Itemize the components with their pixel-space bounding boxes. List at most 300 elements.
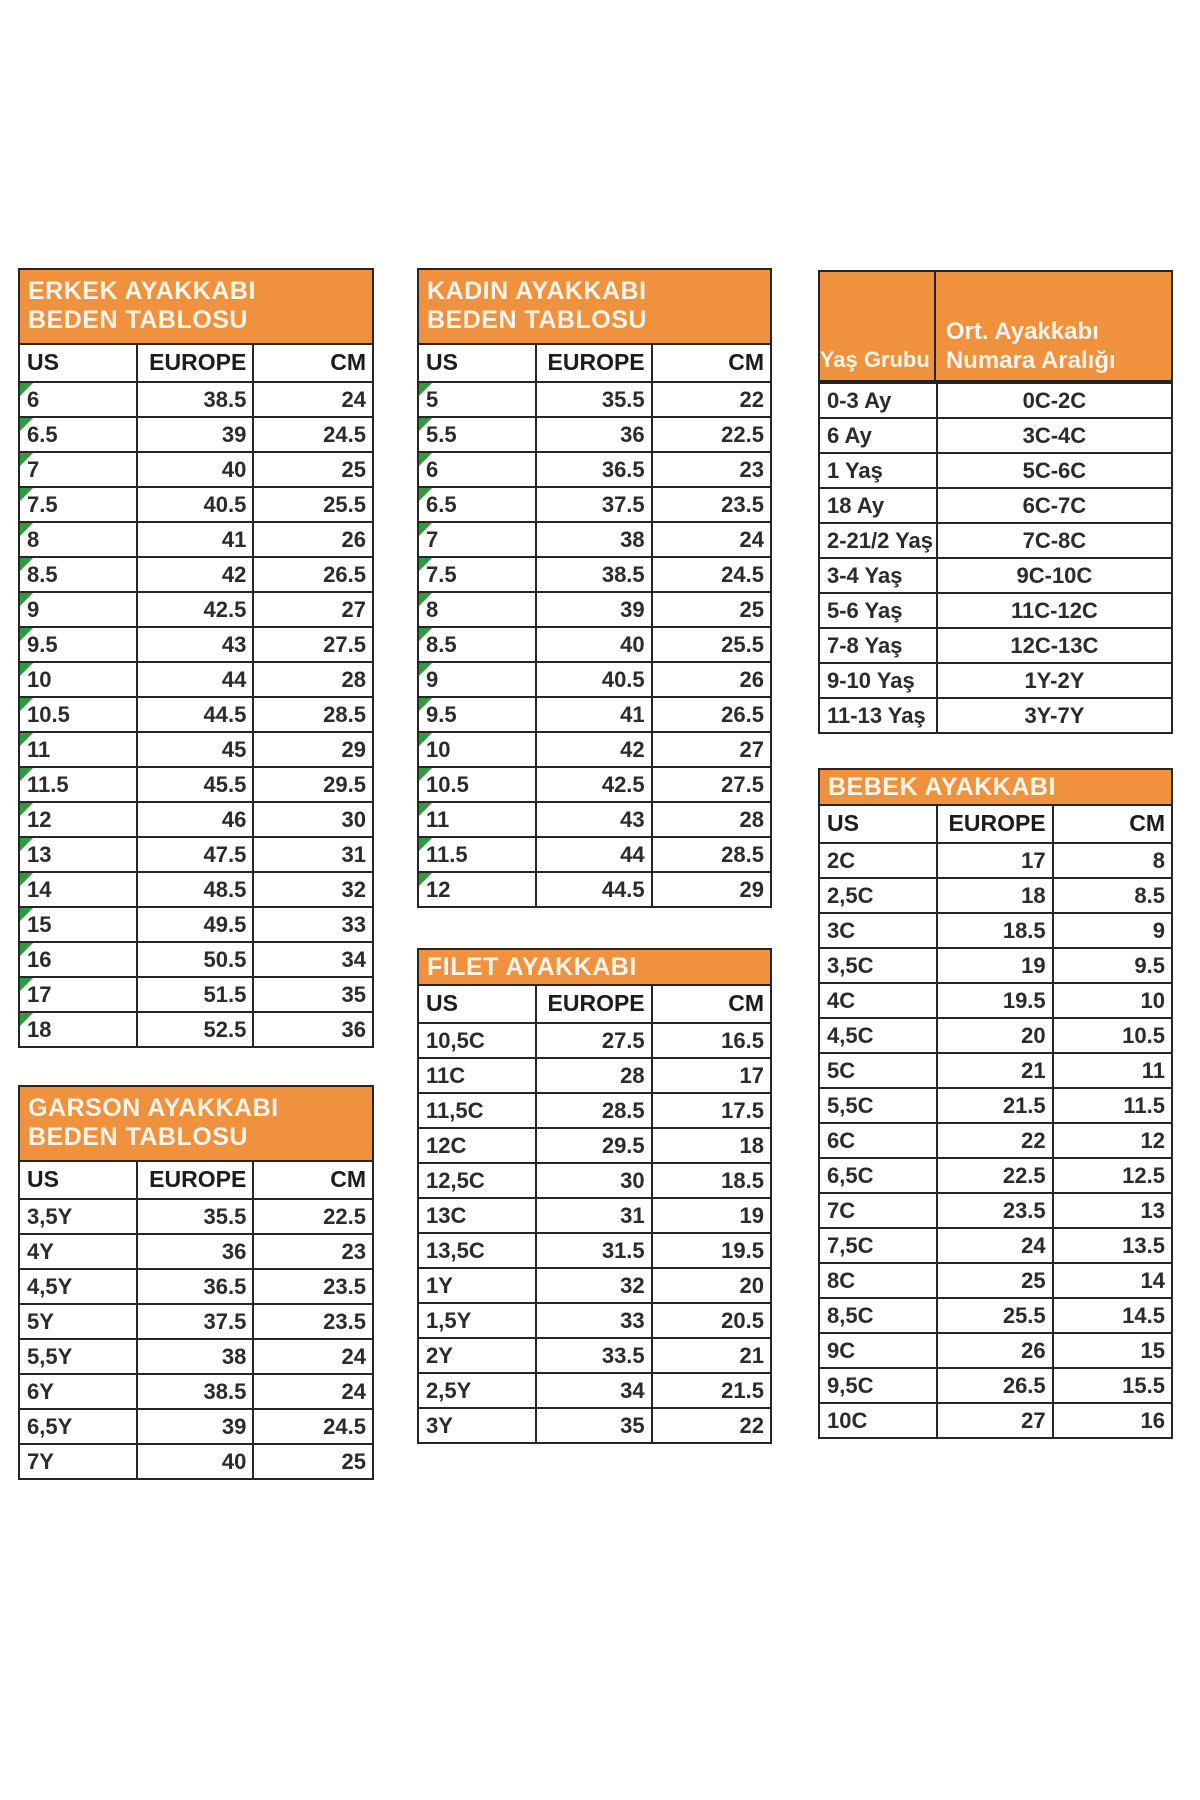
table-row [20, 976, 372, 1011]
table-row [820, 1227, 1171, 1262]
table-cell: 43 [136, 628, 252, 661]
table-title [20, 1087, 372, 1162]
table-cell: 44.5 [136, 698, 252, 731]
table-cell: 24 [252, 1375, 372, 1408]
table-cell: 11 [20, 733, 136, 766]
table-cell: 38 [136, 1340, 252, 1373]
table-cell: 31 [252, 838, 372, 871]
table-cell: 13.5 [1052, 1229, 1171, 1262]
table-cell: 2-21/2 Yaş [827, 528, 934, 553]
table-row [419, 1092, 770, 1127]
table-cell: 32 [535, 1269, 651, 1302]
table-cell: 11.5 [1052, 1089, 1171, 1122]
column-header-cm: CM [1052, 806, 1171, 842]
table-cell: 16 [1052, 1404, 1171, 1437]
table-cell: 26 [651, 663, 770, 696]
table-cell: 7-8 Yaş [827, 633, 903, 658]
table-cell: 11-13 Yaş [827, 703, 926, 728]
table-row [20, 906, 372, 941]
table-cell: 24.5 [252, 418, 372, 451]
table-cell: 27.5 [535, 1024, 651, 1057]
table-row [419, 626, 770, 661]
table-cell: 20 [651, 1269, 770, 1302]
table-cell: 16 [20, 943, 136, 976]
table-cell: 21.5 [651, 1374, 770, 1407]
column-header-age-group: Yaş Grubu [820, 272, 936, 380]
table-title [20, 270, 372, 345]
table-cell: 23.5 [936, 1194, 1052, 1227]
table-cell: 42.5 [136, 593, 252, 626]
table-row [419, 801, 770, 836]
table-cell: 23 [651, 453, 770, 486]
table-cell: 35.5 [136, 1200, 252, 1233]
table-baby-shoe-sizes [818, 768, 1173, 1439]
table-cell: 38.5 [136, 383, 252, 416]
table-cell: 3C-4C [936, 419, 1171, 452]
table-cell: 20 [936, 1019, 1052, 1052]
table-cell: 7.5 [20, 488, 136, 521]
table-cell: 15 [20, 908, 136, 941]
table-cell: 4,5Y [27, 1274, 73, 1299]
table-header-row [820, 806, 1171, 842]
table-cell: 35 [252, 978, 372, 1011]
table-row [820, 1052, 1171, 1087]
column-header-cm: CM [252, 345, 372, 381]
table-cell: 28 [535, 1059, 651, 1092]
table-row [820, 1087, 1171, 1122]
table-row [820, 452, 1171, 487]
table-cell: 25 [936, 1264, 1052, 1297]
table-cell: 11C-12C [936, 594, 1171, 627]
table-row [820, 627, 1171, 662]
table-row [419, 1337, 770, 1372]
table-men-shoe-sizes [18, 268, 374, 1048]
table-cell: 25.5 [252, 488, 372, 521]
table-cell: 29 [252, 733, 372, 766]
table-cell: 3,5Y [27, 1204, 73, 1229]
table-cell: 0-3 Ay [827, 388, 892, 413]
column-header-us: US [426, 349, 458, 375]
column-header-us: US [426, 990, 458, 1016]
table-title-line: ERKEK AYAKKABI [28, 277, 256, 305]
table-cell: 11.5 [419, 838, 535, 871]
table-cell: 22 [651, 383, 770, 416]
table-cell: 12,5C [426, 1168, 485, 1193]
table-row [419, 1407, 770, 1442]
table-cell: 37.5 [136, 1305, 252, 1338]
table-cell: 8.5 [419, 628, 535, 661]
table-cell: 36 [535, 418, 651, 451]
table-row [419, 871, 770, 906]
table-cell: 7.5 [419, 558, 535, 591]
table-row [820, 877, 1171, 912]
table-title-line: BEDEN TABLOSU [28, 306, 248, 334]
table-cell: 28 [651, 803, 770, 836]
table-cell: 27 [936, 1404, 1052, 1437]
table-cell: 9 [1052, 914, 1171, 947]
table-cell: 8 [1052, 844, 1171, 877]
table-cell: 11,5C [426, 1098, 484, 1123]
table-cell: 27 [252, 593, 372, 626]
table-cell: 8 [20, 523, 136, 556]
table-cell: 40.5 [136, 488, 252, 521]
table-cell: 17 [20, 978, 136, 1011]
table-title [820, 770, 1171, 806]
table-cell: 47.5 [136, 838, 252, 871]
table-row [20, 416, 372, 451]
table-row [419, 1302, 770, 1337]
table-title [419, 950, 770, 986]
column-header-avg-size-range [936, 272, 1171, 380]
table-cell: 6 [20, 383, 136, 416]
table-cell: 7Y [27, 1449, 54, 1474]
table-cell: 50.5 [136, 943, 252, 976]
table-row [20, 731, 372, 766]
table-cell: 49.5 [136, 908, 252, 941]
table-cell: 12 [1052, 1124, 1171, 1157]
table-cell: 52.5 [136, 1013, 252, 1046]
table-cell: 23.5 [252, 1305, 372, 1338]
table-cell: 7,5C [827, 1233, 874, 1258]
table-cell: 9 [20, 593, 136, 626]
table-cell: 26 [936, 1334, 1052, 1367]
table-cell: 24 [252, 1340, 372, 1373]
table-cell: 39 [136, 418, 252, 451]
table-cell: 39 [136, 1410, 252, 1443]
table-body [20, 381, 372, 1046]
table-cell: 44 [535, 838, 651, 871]
table-cell: 4C [827, 988, 856, 1013]
table-cell: 6,5C [827, 1163, 874, 1188]
table-row [820, 1297, 1171, 1332]
column-header-cm: CM [252, 1162, 372, 1198]
table-cell: 28.5 [535, 1094, 651, 1127]
table-row [820, 1332, 1171, 1367]
table-row [419, 381, 770, 416]
table-cell: 27.5 [252, 628, 372, 661]
table-row [820, 1017, 1171, 1052]
table-cell: 42 [535, 733, 651, 766]
table-cell: 5C [827, 1058, 856, 1083]
table-cell: 36.5 [535, 453, 651, 486]
table-cell: 7C-8C [936, 524, 1171, 557]
column-header-europe: EUROPE [936, 806, 1052, 842]
table-cell: 18 [651, 1129, 770, 1162]
table-cell: 21 [651, 1339, 770, 1372]
column-header-europe: EUROPE [136, 1162, 252, 1198]
table-cell: 29.5 [252, 768, 372, 801]
table-cell: 9.5 [20, 628, 136, 661]
column-header-europe: EUROPE [535, 345, 651, 381]
table-cell: 13 [1052, 1194, 1171, 1227]
table-row [820, 592, 1171, 627]
table-cell: 48.5 [136, 873, 252, 906]
table-cell: 6C-7C [936, 489, 1171, 522]
table-row [20, 521, 372, 556]
table-cell: 24 [651, 523, 770, 556]
table-youth-shoe-sizes [18, 1085, 374, 1480]
column-header-us: US [27, 1166, 59, 1192]
table-cell: 21.5 [936, 1089, 1052, 1122]
table-cell: 4,5C [827, 1023, 874, 1048]
table-cell: 2C [827, 848, 856, 873]
table-cell: 3,5C [827, 953, 874, 978]
table-row [820, 697, 1171, 732]
table-cell: 8.5 [1052, 879, 1171, 912]
table-cell: 33 [252, 908, 372, 941]
table-row [820, 1262, 1171, 1297]
table-cell: 5C-6C [936, 454, 1171, 487]
table-row [20, 801, 372, 836]
table-cell: 45.5 [136, 768, 252, 801]
table-cell: 22 [936, 1124, 1052, 1157]
table-cell: 17.5 [651, 1094, 770, 1127]
table-cell: 29 [651, 873, 770, 906]
table-cell: 38.5 [535, 558, 651, 591]
table-cell: 9-10 Yaş [827, 668, 915, 693]
table-cell: 36 [252, 1013, 372, 1046]
table-row [820, 982, 1171, 1017]
table-cell: 3Y [426, 1413, 453, 1438]
table-row [820, 662, 1171, 697]
table-cell: 5.5 [419, 418, 535, 451]
table-row [20, 1443, 372, 1478]
table-cell: 10 [419, 733, 535, 766]
table-cell: 6,5Y [27, 1414, 73, 1439]
table-row [20, 381, 372, 416]
table-row [20, 661, 372, 696]
table-title-line: BEDEN TABLOSU [427, 306, 647, 334]
table-cell: 25 [252, 453, 372, 486]
table-row [20, 871, 372, 906]
table-row [20, 1011, 372, 1046]
table-header-row [20, 345, 372, 381]
table-cell: 24 [252, 383, 372, 416]
table-cell: 23.5 [252, 1270, 372, 1303]
table-cell: 17 [651, 1059, 770, 1092]
table-cell: 34 [252, 943, 372, 976]
table-row [20, 591, 372, 626]
table-row [419, 1022, 770, 1057]
table-cell: 5-6 Yaş [827, 598, 903, 623]
table-cell: 29.5 [535, 1129, 651, 1162]
table-row [20, 1198, 372, 1233]
table-cell: 11C [426, 1063, 466, 1088]
table-cell: 40 [535, 628, 651, 661]
table-cell: 10 [20, 663, 136, 696]
table-cell: 14 [20, 873, 136, 906]
column-header-cm: CM [651, 986, 770, 1022]
table-cell: 19 [651, 1199, 770, 1232]
table-cell: 39 [535, 593, 651, 626]
table-cell: 41 [136, 523, 252, 556]
table-cell: 23 [252, 1235, 372, 1268]
table-cell: 1Y-2Y [936, 664, 1171, 697]
table-cell: 11 [419, 803, 535, 836]
table-cell: 26 [252, 523, 372, 556]
table-row [20, 1408, 372, 1443]
table-row [20, 696, 372, 731]
table-cell: 26.5 [651, 698, 770, 731]
table-cell: 10.5 [1052, 1019, 1171, 1052]
table-cell: 42.5 [535, 768, 651, 801]
table-cell: 36.5 [136, 1270, 252, 1303]
table-row [820, 1192, 1171, 1227]
table-body [20, 1198, 372, 1478]
table-cell: 1,5Y [426, 1308, 472, 1333]
table-row [820, 947, 1171, 982]
column-header-line: Ort. Ayakkabı [945, 318, 1099, 345]
table-row [20, 836, 372, 871]
table-cell: 3-4 Yaş [827, 563, 903, 588]
column-header-europe: EUROPE [535, 986, 651, 1022]
table-row [820, 382, 1171, 417]
table-cell: 8,5C [827, 1303, 874, 1328]
table-cell: 2,5Y [426, 1378, 472, 1403]
table-cell: 19.5 [651, 1234, 770, 1267]
table-cell: 12C-13C [936, 629, 1171, 662]
table-cell: 18 [936, 879, 1052, 912]
table-title-line: KADIN AYAKKABI [427, 277, 647, 305]
table-row [419, 556, 770, 591]
table-cell: 15 [1052, 1334, 1171, 1367]
table-cell: 23.5 [651, 488, 770, 521]
table-cell: 6C [827, 1128, 856, 1153]
table-body [820, 382, 1171, 732]
table-row [820, 557, 1171, 592]
table-cell: 26.5 [936, 1369, 1052, 1402]
table-cell: 22.5 [651, 418, 770, 451]
column-header-cm: CM [651, 345, 770, 381]
table-cell: 20.5 [651, 1304, 770, 1337]
table-cell: 40 [136, 453, 252, 486]
table-cell: 40.5 [535, 663, 651, 696]
table-row [419, 521, 770, 556]
column-header-europe: EUROPE [136, 345, 252, 381]
table-cell: 41 [535, 698, 651, 731]
table-row [820, 487, 1171, 522]
column-header-us: US [27, 349, 59, 375]
table-title-line: BEDEN TABLOSU [28, 1123, 248, 1151]
table-cell: 18 Ay [827, 493, 885, 518]
table-cell: 10.5 [419, 768, 535, 801]
table-cell: 36 [136, 1235, 252, 1268]
table-row [419, 416, 770, 451]
table-row [419, 486, 770, 521]
table-cell: 2,5C [827, 883, 874, 908]
table-cell: 3C [827, 918, 856, 943]
table-cell: 22.5 [936, 1159, 1052, 1192]
table-cell: 31 [535, 1199, 651, 1232]
table-cell: 21 [936, 1054, 1052, 1087]
table-cell: 19 [936, 949, 1052, 982]
table-row [820, 842, 1171, 877]
table-cell: 9.5 [1052, 949, 1171, 982]
table-cell: 22.5 [252, 1200, 372, 1233]
table-cell: 5,5Y [27, 1344, 73, 1369]
table-row [820, 912, 1171, 947]
table-cell: 18.5 [936, 914, 1052, 947]
table-cell: 13,5C [426, 1238, 485, 1263]
table-cell: 27.5 [651, 768, 770, 801]
table-cell: 5Y [27, 1309, 54, 1334]
table-filet-shoe-sizes [417, 948, 772, 1444]
table-cell: 11 [1052, 1054, 1171, 1087]
table-cell: 16.5 [651, 1024, 770, 1057]
table-cell: 25 [651, 593, 770, 626]
table-cell: 9C-10C [936, 559, 1171, 592]
table-row [20, 941, 372, 976]
table-cell: 32 [252, 873, 372, 906]
table-cell: 31.5 [535, 1234, 651, 1267]
table-women-shoe-sizes [417, 268, 772, 908]
table-cell: 5,5C [827, 1093, 874, 1118]
table-cell: 24.5 [651, 558, 770, 591]
table-cell: 5 [419, 383, 535, 416]
table-row [419, 661, 770, 696]
table-cell: 18 [20, 1013, 136, 1046]
table-row [20, 626, 372, 661]
table-cell: 14 [1052, 1264, 1171, 1297]
table-cell: 33 [535, 1304, 651, 1337]
table-row [419, 1372, 770, 1407]
table-cell: 10,5C [426, 1028, 485, 1053]
table-row [820, 1402, 1171, 1437]
table-cell: 30 [535, 1164, 651, 1197]
table-cell: 19.5 [936, 984, 1052, 1017]
table-cell: 7 [419, 523, 535, 556]
table-cell: 2Y [426, 1343, 453, 1368]
table-cell: 28.5 [651, 838, 770, 871]
table-row [20, 1303, 372, 1338]
table-cell: 35.5 [535, 383, 651, 416]
table-row [419, 451, 770, 486]
table-row [419, 1232, 770, 1267]
table-cell: 44 [136, 663, 252, 696]
table-cell: 27 [651, 733, 770, 766]
table-body [820, 842, 1171, 1437]
table-cell: 13C [426, 1203, 467, 1228]
table-cell: 0C-2C [936, 384, 1171, 417]
table-title [419, 270, 770, 345]
table-cell: 45 [136, 733, 252, 766]
table-cell: 24 [936, 1229, 1052, 1262]
table-row [419, 696, 770, 731]
table-row [419, 766, 770, 801]
table-cell: 12 [419, 873, 535, 906]
table-body [419, 1022, 770, 1442]
table-cell: 51.5 [136, 978, 252, 1011]
table-row [20, 556, 372, 591]
table-cell: 1 Yaş [827, 458, 883, 483]
table-cell: 9.5 [419, 698, 535, 731]
table-cell: 22 [651, 1409, 770, 1442]
table-cell: 7C [827, 1198, 856, 1223]
table-row [419, 591, 770, 626]
table-cell: 25 [252, 1445, 372, 1478]
table-row [419, 1267, 770, 1302]
table-row [20, 451, 372, 486]
table-cell: 33.5 [535, 1339, 651, 1372]
table-cell: 12.5 [1052, 1159, 1171, 1192]
table-cell: 12C [426, 1133, 467, 1158]
table-row [20, 1268, 372, 1303]
table-cell: 38 [535, 523, 651, 556]
table-cell: 8.5 [20, 558, 136, 591]
table-cell: 10C [827, 1408, 868, 1433]
table-row [20, 486, 372, 521]
table-row [20, 766, 372, 801]
